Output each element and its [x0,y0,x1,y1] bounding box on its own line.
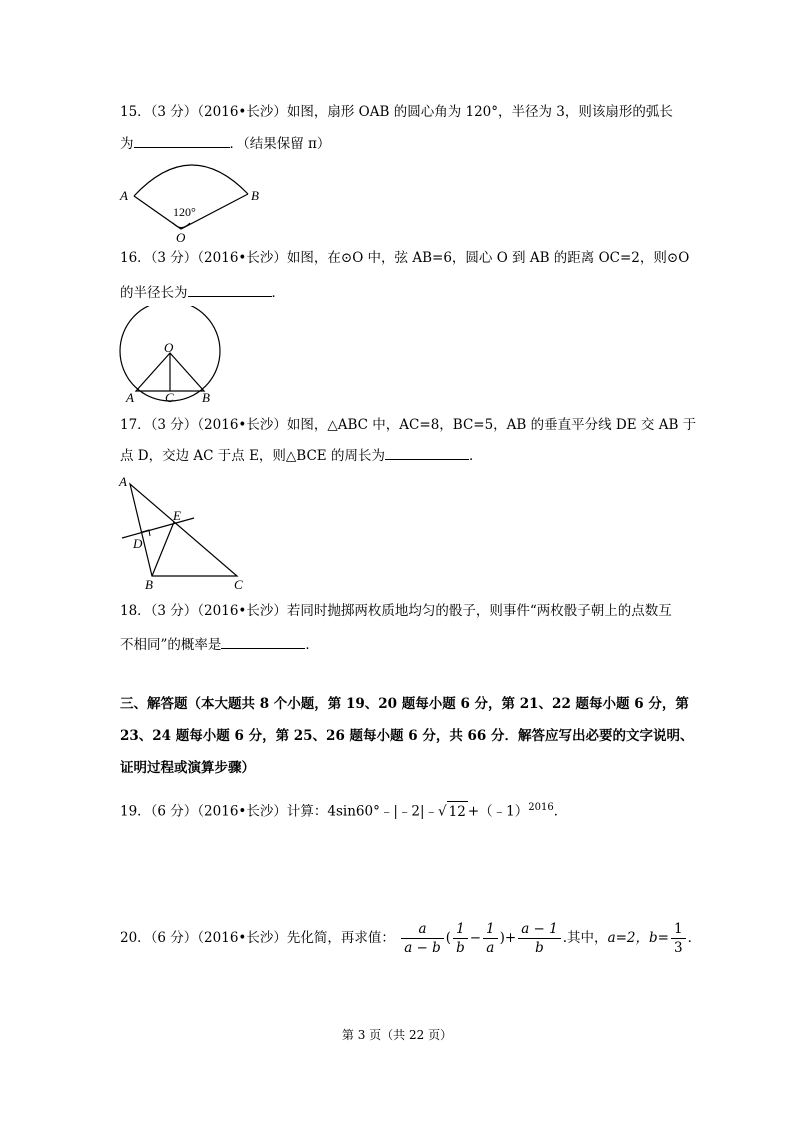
q19-prefix: 19．（6 分）（2016•长沙）计算：4sin60°﹣|﹣2|﹣ [120,803,439,820]
q20-fraction-4 [518,920,561,957]
q20-paren-open: ( [445,930,452,946]
q18-answer-blank[interactable] [221,634,305,649]
q17-triangle-figure [112,472,262,594]
q15-angle-label: 120° [173,205,196,219]
page-footer: 第 3 页（共 22 页） [341,1028,453,1042]
q16-label-c: C [165,390,174,405]
q15-label-a: A [120,188,128,203]
q16-line1: 16．（3 分）（2016•长沙）如图，在⊙O 中，弦 AB=6，圆心 O 到 AB 的距离 OC=2，则⊙O [120,250,690,266]
q20-f4-num: a − 1 [518,920,561,939]
q17-label-b: B [145,577,153,592]
q20-fraction-5 [671,920,686,957]
q18-prefix: 不相同”的概率是 [120,637,222,653]
q17-label-d: D [133,536,143,551]
q20-fraction-2 [453,920,468,957]
section3-heading-line1: 三、解答题（本大题共 8 个小题，第 19、20 题每小题 6 分，第 21、22 题每小题 6 分，第 [120,696,689,712]
q20-end: ． [687,930,702,946]
q20-fraction-3 [483,920,498,957]
q20-fraction-1 [401,920,444,957]
q20-mid: .其中， [562,930,608,946]
q17-prefix: 点 D，交边 AC 于点 E，则△BCE 的周长为 [120,448,385,464]
q18-line1: 18．（3 分）（2016•长沙）若同时抛掷两枚质地均匀的骰子，则事件“两枚骰子朝上的点数互 [120,603,672,619]
q19-sqrt-value: 12 [447,801,468,822]
q20-f2-den: b [456,940,465,956]
q19-line [120,798,567,822]
q16-label-o: O [164,340,174,355]
q17-line2 [120,445,482,466]
q15-line2 [120,133,330,154]
q15-suffix: ．（结果保留 π） [229,136,331,152]
q16-line2 [120,282,285,303]
q17-suffix: ． [468,448,483,464]
sqrt-icon: √ [438,803,447,820]
q19-end: ． [553,803,568,820]
q16-label-b: B [202,390,210,405]
q18-suffix: ． [305,637,319,653]
q16-label-a: A [126,390,134,405]
q15-answer-blank[interactable] [134,133,230,148]
q20-f1-den: a − b [404,940,441,956]
q20-f3-num: 1 [483,920,498,939]
q20-paren-close: )+ [499,930,517,946]
q15-line1: 15．（3 分）（2016•长沙）如图，扇形 OAB 的圆心角为 120°，半径为 3，则该扇形的弧长 [120,104,673,120]
q20-f5-den: 3 [673,940,683,956]
q16-circle-figure [112,306,232,406]
q19-exponent: 2016 [528,802,554,813]
section3-heading-line3: 证明过程或演算步骤） [120,760,255,776]
q20-b-label: b= [649,930,669,946]
q20-f3-den: a [486,940,495,956]
q15-label-o: O [176,230,186,245]
q20-minus: − [469,930,482,946]
q17-line1: 17．（3 分）（2016•长沙）如图，△ABC 中，AC=8，BC=5，AB 的垂直平分线 DE 交 AB 于 [120,417,697,433]
q17-label-a: A [119,474,127,489]
q15-sector-figure [118,160,268,246]
q20-a-value: a=2， [607,930,650,946]
q20-f5-num: 1 [671,920,686,939]
q17-label-e: E [173,508,181,523]
section3-heading-line2: 23、24 题每小题 6 分，第 25、26 题每小题 6 分，共 66 分．解答应写出必要的文字说明、 [120,728,694,744]
q17-label-c: C [234,577,243,592]
q16-answer-blank[interactable] [188,282,272,297]
q20-f4-den: b [535,940,544,956]
q20-f1-num: a [401,920,444,939]
q16-prefix: 的半径长为 [120,285,188,301]
q16-suffix: ． [271,285,285,301]
q15-label-b: B [251,188,259,203]
q17-answer-blank[interactable] [385,445,469,460]
q18-line2 [120,634,319,655]
q20-f2-num: 1 [453,920,468,939]
q19-mid: +（﹣1） [467,803,529,820]
q15-prefix: 为 [120,136,134,152]
q20-prefix: 20．（6 分）（2016•长沙）先化简，再求值： [120,930,395,946]
q20-line [120,918,701,958]
